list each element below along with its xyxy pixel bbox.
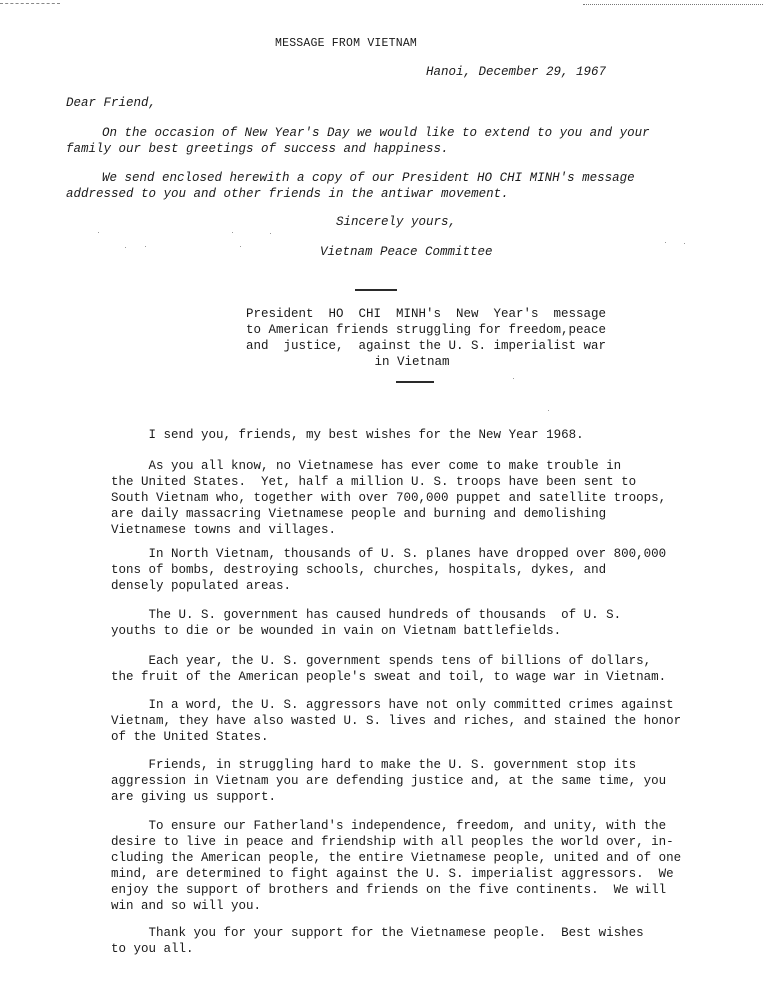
- message-paragraph: [111, 925, 691, 957]
- signatory: Vietnam Peace Committee: [320, 245, 493, 259]
- text-line: densely populated areas.: [111, 579, 292, 593]
- text-line: the fruit of the American people's sweat and toil, to wage war in Vietnam.: [111, 670, 667, 684]
- text-line: Friends, in struggling hard to make the U. S. government stop its: [111, 758, 637, 772]
- message-paragraph: [111, 458, 691, 538]
- scan-speck: [684, 243, 685, 244]
- message-paragraph: [111, 697, 691, 745]
- text-line: On the occasion of New Year's Day we would like to extend to you and your: [102, 126, 650, 140]
- text-line: are giving us support.: [111, 790, 277, 804]
- text-line: the United States. Yet, half a million U. S. troops have been sent to: [111, 475, 637, 489]
- scan-speck: [125, 247, 126, 248]
- text-line: In a word, the U. S. aggressors have not only committed crimes against: [111, 698, 674, 712]
- text-line: are daily massacring Vietnamese people and burning and demolishing: [111, 507, 607, 521]
- closing: Sincerely yours,: [336, 215, 457, 229]
- message-paragraph: [111, 757, 691, 805]
- text-line: aggression in Vietnam you are defending justice and, at the same time, you: [111, 774, 667, 788]
- text-line: Each year, the U. S. government spends tens of billions of dollars,: [111, 654, 652, 668]
- document-title: MESSAGE FROM VIETNAM: [275, 37, 418, 50]
- cover-paragraph: [66, 125, 686, 157]
- text-line: South Vietnam who, together with over 700,000 puppet and satellite troops,: [111, 491, 667, 505]
- section-divider: [355, 289, 397, 291]
- scan-speck: [232, 232, 233, 233]
- date-line: Hanoi, December 29, 1967: [426, 65, 607, 79]
- message-heading: [246, 306, 606, 370]
- text-line: win and so will you.: [111, 899, 262, 913]
- message-paragraph: [111, 818, 691, 914]
- scan-speck: [98, 232, 99, 233]
- message-paragraph: [111, 546, 691, 594]
- text-line: Thank you for your support for the Vietnamese people. Best wishes: [111, 926, 644, 940]
- text-line: enjoy the support of brothers and friends on the five continents. We will: [111, 883, 667, 897]
- text-line: As you all know, no Vietnamese has ever come to make trouble in: [111, 459, 622, 473]
- heading-line: in Vietnam: [374, 355, 450, 369]
- text-line: cluding the American people, the entire Vietnamese people, united and of one: [111, 851, 682, 865]
- text-line: addressed to you and other friends in the antiwar movement.: [66, 187, 509, 201]
- heading-line: and justice, against the U. S. imperialist war: [246, 339, 607, 353]
- scan-speck: [513, 378, 514, 379]
- text-line: To ensure our Fatherland's independence, freedom, and unity, with the: [111, 819, 667, 833]
- text-line: to you all.: [111, 942, 194, 956]
- scan-speck: [145, 246, 146, 247]
- text-line: of the United States.: [111, 730, 269, 744]
- scan-speck: [665, 242, 666, 243]
- text-line: We send enclosed herewith a copy of our President HO CHI MINH's message: [102, 171, 635, 185]
- cover-paragraph: [66, 170, 686, 202]
- text-line: Vietnam, they have also wasted U. S. lives and riches, and stained the honor: [111, 714, 682, 728]
- scan-edge-mark: [583, 4, 763, 6]
- text-line: tons of bombs, destroying schools, churches, hospitals, dykes, and: [111, 563, 607, 577]
- scan-edge-mark: [0, 3, 60, 5]
- message-paragraph: [111, 427, 691, 443]
- scan-speck: [240, 246, 241, 247]
- salutation: Dear Friend,: [66, 96, 157, 110]
- text-line: The U. S. government has caused hundreds of thousands of U. S.: [111, 608, 622, 622]
- section-divider: [396, 381, 434, 383]
- heading-line: to American friends struggling for freedom,peace: [246, 323, 607, 337]
- text-line: In North Vietnam, thousands of U. S. planes have dropped over 800,000: [111, 547, 667, 561]
- text-line: mind, are determined to fight against the U. S. imperialist aggressors. We: [111, 867, 674, 881]
- text-line: I send you, friends, my best wishes for the New Year 1968.: [111, 428, 584, 442]
- text-line: youths to die or be wounded in vain on Vietnam battlefields.: [111, 624, 562, 638]
- message-paragraph: [111, 607, 691, 639]
- text-line: desire to live in peace and friendship with all peoples the world over, in-: [111, 835, 674, 849]
- scan-speck: [548, 410, 549, 411]
- scan-speck: [270, 233, 271, 234]
- heading-line: President HO CHI MINH's New Year's message: [246, 307, 607, 321]
- text-line: Vietnamese towns and villages.: [111, 523, 337, 537]
- text-line: family our best greetings of success and happiness.: [66, 142, 449, 156]
- message-paragraph: [111, 653, 691, 685]
